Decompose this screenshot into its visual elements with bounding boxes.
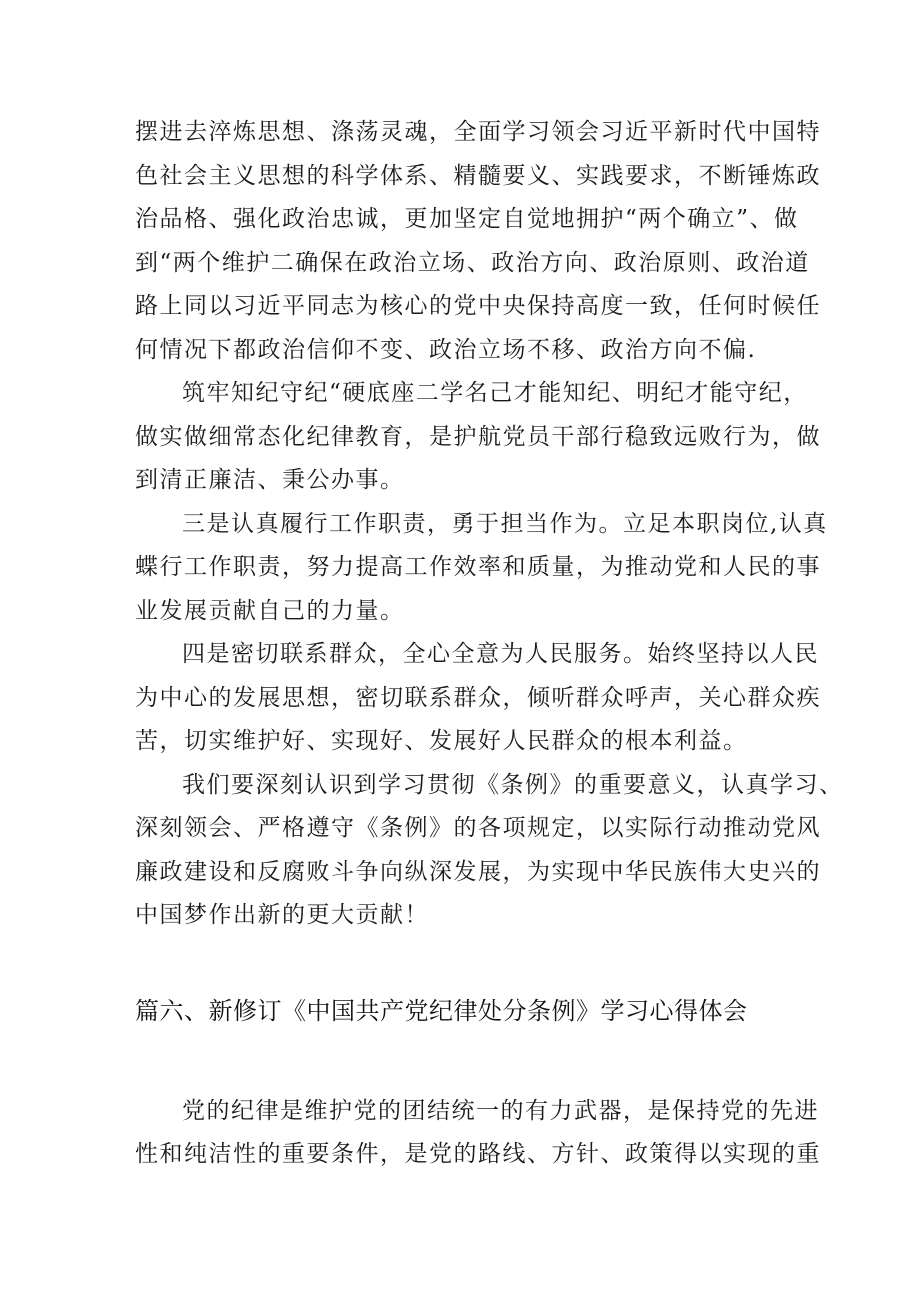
text-line: 为中心的发展思想，密切联系群众，倾听群众呼声，关心群众疾 [135, 685, 821, 711]
text-line: 性和纯洁性的重要条件，是党的路线、方针、政策得以实现的重 [135, 1141, 821, 1167]
text-line: 业发展贡献自己的力量。 [135, 598, 405, 624]
text-line: 中国梦作出新的更大贡献！ [135, 902, 429, 928]
text-line: 苦，切实维护好、实现好、发展好人民群众的根本利益。 [135, 728, 748, 754]
text-line: 到清正廉洁、秉公办事。 [135, 467, 405, 493]
text-line: 筑牢知纪守纪“硬底座二学名己才能知纪、明纪才能守纪， [182, 380, 808, 406]
text-line: 党的纪律是维护党的团结统一的有力武器，是保持党的先进 [182, 1098, 819, 1124]
text-line: 何情况下都政治信仰不变、政治立场不移、政治方向不偏. [135, 337, 757, 363]
text-line: 做实做细常态化纪律教育，是护航党员干部行稳致远败行为，做 [135, 424, 821, 450]
section-heading: 篇六、新修订《中国共产党纪律处分条例》学习心得体会 [135, 997, 748, 1025]
text-line: 深刻领会、严格遵守《条例》的各项规定，以实际行动推动党风 [135, 815, 821, 841]
text-line: 色社会主义思想的科学体系、精髓要义、实践要求，不断锤炼政 [135, 163, 821, 189]
text-line: 三是认真履行工作职责，勇于担当作为。立足本职岗位,认真 [182, 511, 828, 537]
text-line: 廉政建设和反腐败斗争向纵深发展，为实现中华民族伟大史兴的 [135, 859, 821, 885]
text-line: 四是密切联系群众，全心全意为人民服务。始终坚持以人民 [182, 641, 819, 667]
text-line: 蝶行工作职责，努力提高工作效率和质量，为推动党和人民的事 [135, 554, 821, 580]
text-line: 路上同以习近平同志为核心的党中央保持高度一致，任何时候任 [135, 293, 821, 319]
text-line: 我们要深刻认识到学习贯彻《条例》的重要意义，认真学习、 [182, 772, 844, 798]
text-line: 摆进去淬炼思想、涤荡灵魂，全面学习领会习近平新时代中国特 [135, 119, 821, 145]
text-line: 到“两个维护二确保在政治立场、政治方向、政治原则、政治道 [135, 250, 810, 276]
text-line: 治品格、强化政治忠诚，更加坚定自觉地拥护“两个确立”、做 [135, 206, 799, 232]
